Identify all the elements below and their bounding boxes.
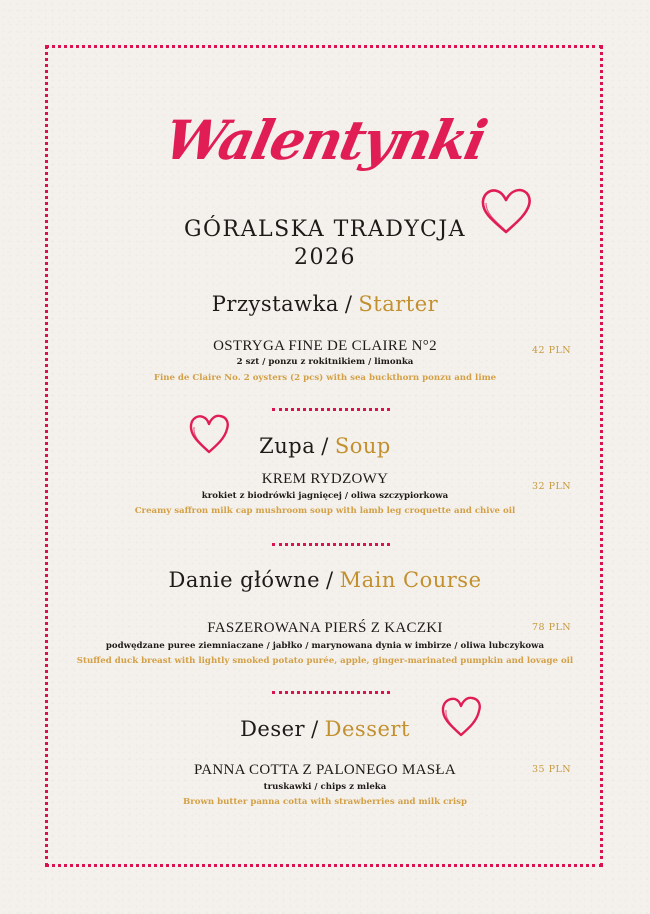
section-title-pl: Deser [240, 717, 306, 741]
section-divider [272, 408, 390, 411]
section-title-en: Starter [358, 292, 439, 316]
brand-logo: Walentynki [158, 108, 492, 172]
dish-name: OSTRYGA FINE DE CLAIRE N°2 [213, 338, 437, 354]
menu-title-line1: GÓRALSKA TRADYCJA [183, 217, 467, 242]
menu-title-line2: 2026 [294, 245, 356, 270]
dish-name: KREM RYDZOWY [261, 471, 389, 487]
section-separator: / [311, 717, 319, 741]
section-heading-soup [0, 434, 650, 458]
menu-title [0, 216, 650, 272]
dish-price: 42 PLN [532, 345, 572, 356]
section-divider [272, 691, 390, 694]
section-title-pl: Przystawka [211, 292, 339, 316]
section-separator: / [326, 568, 334, 592]
section-separator: / [321, 434, 329, 458]
section-separator: / [344, 292, 353, 316]
dish-description-en: Fine de Claire No. 2 oysters (2 pcs) with sea buckthorn ponzu and lime [153, 373, 497, 383]
dish-description-pl: truskawki / chips z mleka [263, 782, 387, 792]
section-title-en: Soup [334, 434, 391, 458]
section-title-pl: Danie główne [168, 568, 321, 592]
dish-description-pl: podwędzane puree ziemniaczane / jabłko / marynowana dynia w imbirze / oliwa lubczykowa [105, 641, 545, 651]
dish-description-en: Brown butter panna cotta with strawberries and milk crisp [183, 797, 467, 807]
dish-price: 32 PLN [532, 481, 572, 492]
section-heading-starter [0, 292, 650, 316]
heart-icon [478, 186, 534, 238]
dish-description-pl: 2 szt / ponzu z rokitnikiem / limonka [236, 357, 414, 367]
dish-price: 35 PLN [532, 764, 572, 775]
section-title-pl: Zupa [259, 434, 316, 458]
section-title-en: Main Course [339, 568, 482, 592]
dish-description-en: Creamy saffron milk cap mushroom soup with lamb leg croquette and chive oil [134, 506, 516, 516]
dish-description-en: Stuffed duck breast with lightly smoked potato purée, apple, ginger-marinated pumpkin and lovage oil [76, 656, 574, 666]
section-heading-dessert [0, 717, 650, 741]
dish-name: FASZEROWANA PIERŚ Z KACZKI [207, 620, 443, 636]
dish-name: PANNA COTTA Z PALONEGO MASŁA [194, 762, 456, 778]
dish-price: 78 PLN [532, 622, 572, 633]
section-divider [272, 543, 390, 546]
section-heading-main-course [0, 568, 650, 592]
dish-description-pl: krokiet z biodrówki jagnięcej / oliwa szczypiorkowa [201, 491, 449, 501]
section-title-en: Dessert [324, 717, 410, 741]
